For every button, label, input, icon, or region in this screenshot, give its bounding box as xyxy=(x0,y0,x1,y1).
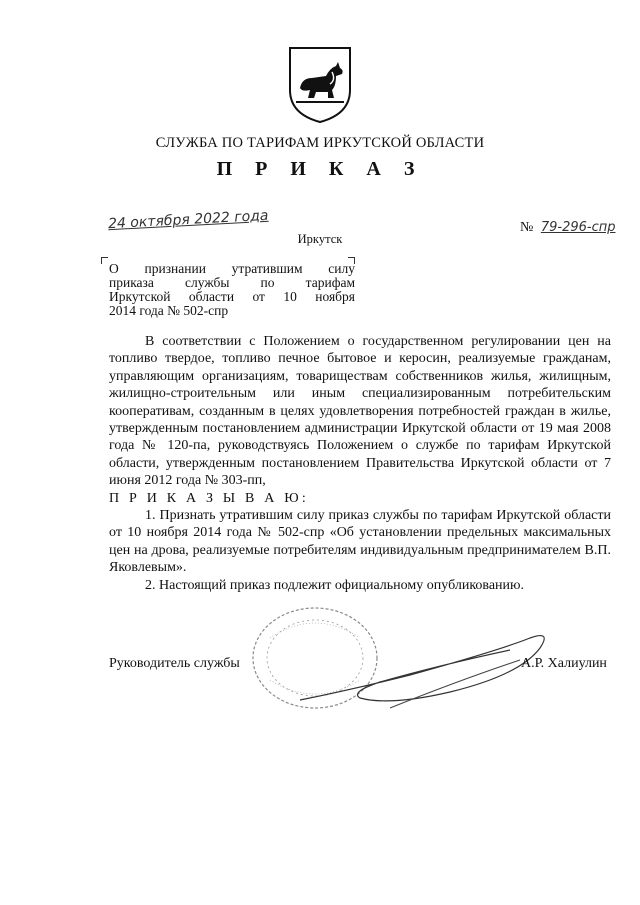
order-item-1: 1. Признать утратившим силу приказ службы по тарифам Иркутской области от 10 ноября 2014 года № 502-спр «Об установлении предельных максимальных цен на дрова, реализуемые потребителям индивидуальным предпринимателем В.П. Яковлевым». xyxy=(109,508,611,576)
city-name: Иркутск xyxy=(297,232,343,246)
number-sign: № xyxy=(520,220,534,235)
subject-block xyxy=(109,262,355,318)
signatory-position: Руководитель службы xyxy=(109,656,240,671)
organization-name: СЛУЖБА ПО ТАРИФАМ ИРКУТСКОЙ ОБЛАСТИ xyxy=(155,135,485,151)
handwritten-date: 24 октября 2022 года xyxy=(107,207,269,233)
document-type-title: П Р И К А З xyxy=(216,158,424,180)
signatory-name: А.Р. Халиулин xyxy=(521,656,607,671)
coat-of-arms-icon xyxy=(286,44,354,124)
preamble-paragraph: В соответствии с Положением о государственном регулировании цен на топливо твердое, топливо печное бытовое и керосин, реализуемые гражданам, управляющим организациям, товариществам собственников жилья, жилищным, жилищно-строительным или иным специализированным потребительским кооперативам, созданным в целях удовлетворения потребностей граждан в жилье, утвержденным постановлением администрации Иркутской области от 19 мая 2008 года № 120-па, руководствуясь Положением о службе по тарифам Иркутской области, утвержденным постановлением Правительства Иркутской области от 7 июня 2012 года № 303-пп, xyxy=(109,334,611,489)
document-body xyxy=(109,333,611,594)
order-item-2: 2. Настоящий приказ подлежит официальному опубликованию. xyxy=(145,577,524,593)
subject-line: приказа службы по тарифам xyxy=(109,275,355,290)
subject-bracket-left xyxy=(101,257,108,264)
subject-line: 2014 года № 502-спр xyxy=(109,303,229,318)
handwritten-number: 79-296-спр xyxy=(540,220,616,235)
subject-line: Иркутской области от 10 ноября xyxy=(109,289,355,304)
order-word: П Р И К А З Ы В А Ю: xyxy=(109,490,309,506)
subject-line: О признании утратившим силу xyxy=(109,261,355,276)
